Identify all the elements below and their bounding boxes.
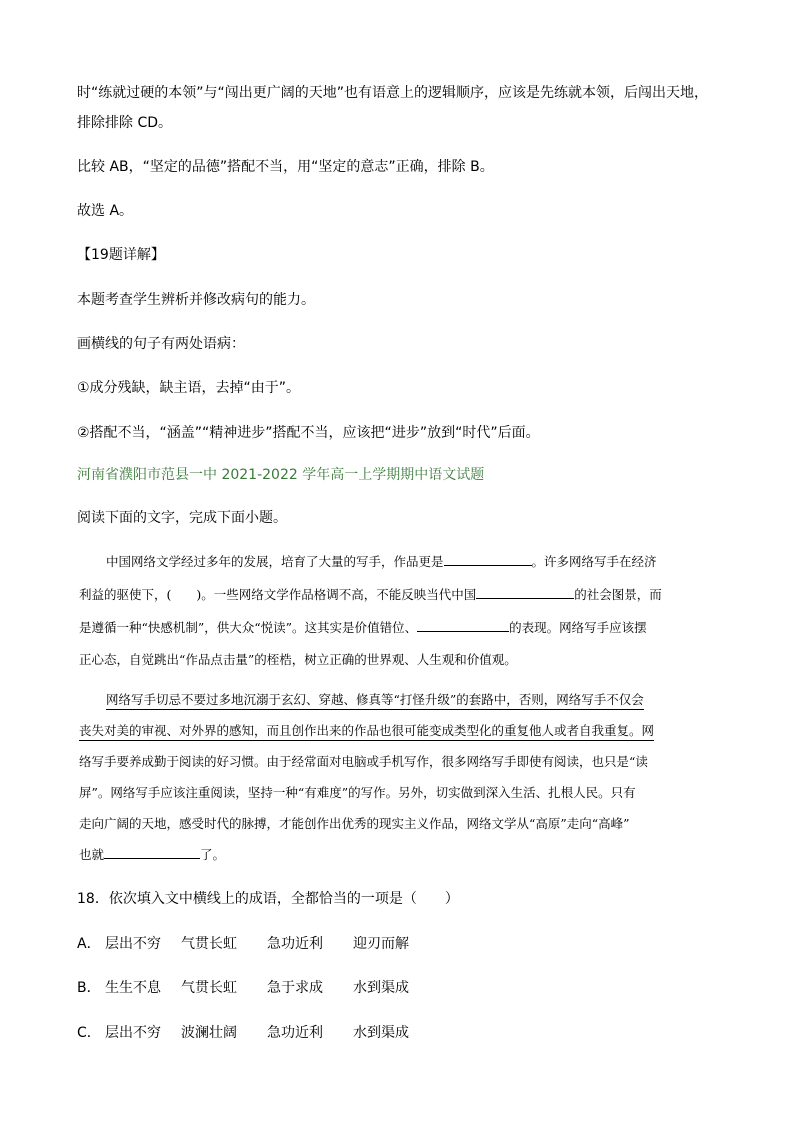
p2-row-2-underlined: 丧失对美的审视、对外界的感知，而且创作出来的作品也很可能变成类型化的重复他人或者自我重复。网: [79, 721, 654, 741]
option-b[interactable]: [77, 978, 409, 998]
blank-2: [476, 585, 574, 599]
option-b-word-1: 生生不息: [105, 980, 161, 996]
option-a-word-1: 层出不穷: [105, 936, 161, 952]
p1-row-3b: 的表现。网络写手应该摆: [509, 620, 647, 635]
option-c-word-2: 波澜壮阔: [181, 1025, 237, 1041]
p2-row-6: [79, 845, 225, 863]
p1-row-4: 正心态，自觉跳出“作品点击量”的桎梏，树立正确的世界观、人生观和价值观。: [79, 652, 517, 667]
p1-row-3: [79, 618, 647, 636]
section-heading-19: 【19题详解】: [77, 247, 165, 263]
p2-row-3: 络写手要养成勤于阅读的好习惯。由于经常面对电脑或手机写作，很多网络写手即使有阅读，也只是“读: [79, 754, 648, 769]
p2-row-6b: 了。: [200, 847, 226, 862]
explanation-line-4: 故选 A。: [77, 203, 134, 219]
explanation-line-1: 时“练就过硬的本领”与“闯出更广阔的天地”也有语意上的逻辑顺序，应该是先练就本领，后闯出天地，: [77, 85, 709, 101]
option-b-word-4: 水到渠成: [353, 980, 409, 996]
explanation-line-9: ②搭配不当，“涵盖”“精神进步”搭配不当，应该把“进步”放到“时代”后面。: [77, 425, 540, 441]
p1-row-1a: 中国网络文学经过多年的发展，培育了大量的写手，作品更是: [106, 554, 444, 569]
p1-row-1b: 。许多网络写手在经济: [531, 554, 657, 569]
p2-row-5: 走向广阔的天地，感受时代的脉搏，才能创作出优秀的现实主义作品，网络文学从“高原”走向“高峰”: [79, 816, 630, 831]
p1-row-2a: 利益的驱使下，( )。一些网络文学作品格调不高，不能反映当代中国: [79, 587, 477, 602]
p1-row-3a: 是遵循一种“快感机制”，供大众“悦读”。这其实是价值错位、: [79, 620, 418, 635]
reading-instruction: 阅读下面的文字，完成下面小题。: [77, 510, 287, 526]
explanation-line-3: 比较 AB，“坚定的品德”搭配不当，用“坚定的意志”正确，排除 B。: [77, 159, 494, 175]
option-a[interactable]: [77, 934, 409, 954]
explanation-line-8: ①成分残缺，缺主语，去掉“由于”。: [77, 380, 301, 396]
explanation-line-7: 画横线的句子有两处语病：: [77, 336, 245, 352]
option-c[interactable]: [77, 1023, 409, 1043]
option-c-word-1: 层出不穷: [105, 1025, 161, 1041]
p1-row-2: [79, 585, 662, 603]
option-c-word-3: 急功近利: [267, 1025, 323, 1041]
option-c-word-4: 水到渠成: [353, 1025, 409, 1041]
option-c-label: C．: [77, 1025, 101, 1041]
blank-4: [104, 845, 200, 859]
option-b-word-2: 气贯长虹: [181, 980, 237, 996]
p1-row-2b: 的社会图景，而: [574, 587, 662, 602]
option-a-label: A．: [77, 936, 101, 952]
blank-1: [444, 552, 532, 566]
option-a-word-3: 急功近利: [267, 936, 323, 952]
p2-row-6a: 也就: [79, 847, 105, 862]
explanation-line-2: 排除排除 CD。: [77, 115, 173, 131]
source-title-link[interactable]: 河南省濮阳市范县一中 2021-2022 学年高一上学期期中语文试题: [77, 467, 485, 483]
option-b-label: B．: [77, 980, 101, 996]
p1-row-1: [106, 552, 657, 570]
p2-row-4: 屏”。网络写手应该注重阅读，坚持一种“有难度”的写作。另外，切实做到深入生活、扎根人民。只有: [79, 785, 636, 800]
explanation-line-6: 本题考查学生辨析并修改病句的能力。: [77, 292, 315, 308]
option-a-word-4: 迎刃而解: [353, 936, 409, 952]
option-a-word-2: 气贯长虹: [181, 936, 237, 952]
question-18-stem: 18．依次填入文中横线上的成语，全都恰当的一项是（ ）: [77, 891, 459, 907]
p2-row-1-underlined: 网络写手切忌不要过多地沉溺于玄幻、穿越、修真等“打怪升级”的套路中，否则，网络写手不仅会: [106, 690, 644, 710]
blank-3: [417, 618, 509, 632]
option-b-word-3: 急于求成: [267, 980, 323, 996]
